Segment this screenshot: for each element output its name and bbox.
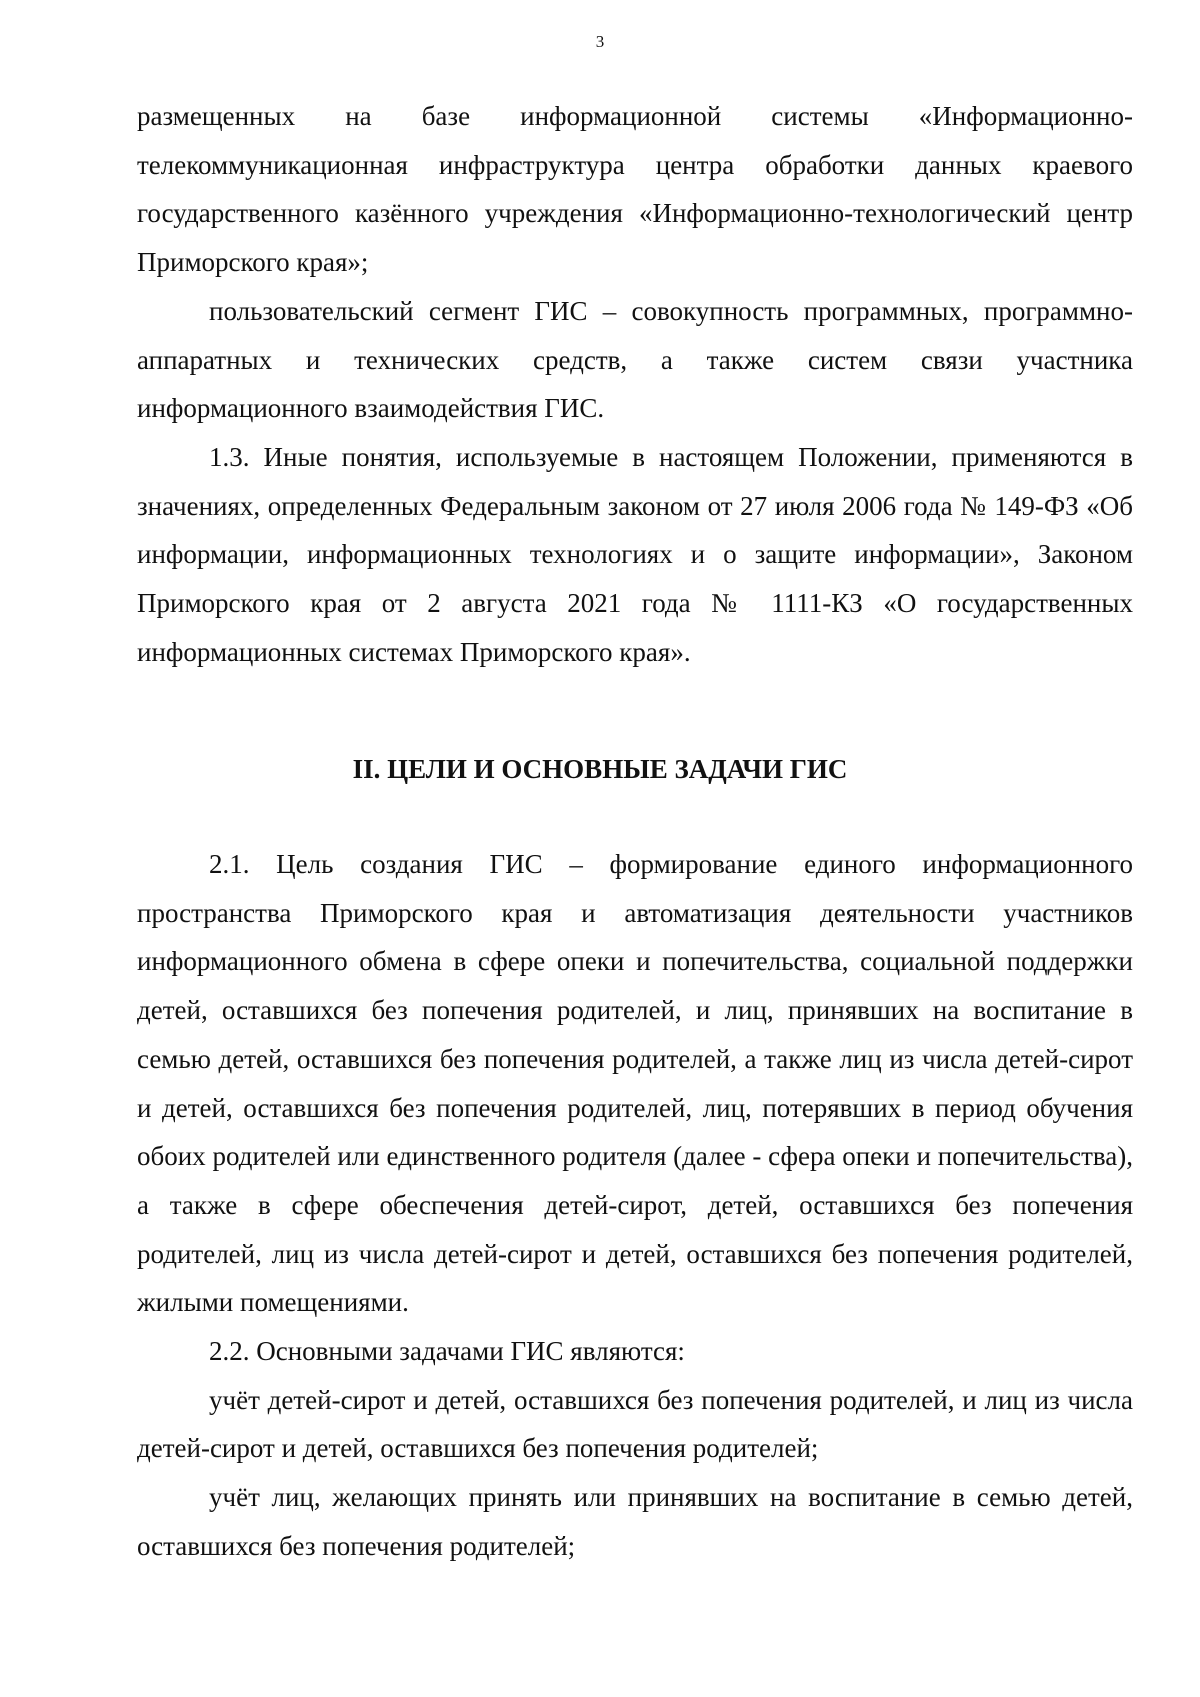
paragraph-continuation: размещенных на базе информационной системы «Информационно-телекоммуникационная инфраструктура центра обработки данных краевого государственного казённого учреждения «Информационно-технологический центр Приморского края»; [137,101,1133,278]
section-heading: II. ЦЕЛИ И ОСНОВНЫЕ ЗАДАЧИ ГИС [352,754,848,784]
paragraph-task-1: учёт детей-сирот и детей, оставшихся без попечения родителей, и лиц из числа детей-сирот и детей, оставшихся без попечения родителей; [137,1384,1133,1464]
paragraph-1-3: 1.3. Иные понятия, используемые в настоящем Положении, применяются в значениях, определенных Федеральным законом от 27 июля 2006 года № 149-ФЗ «Об информации, информационных технологиях и о защите информации», Законом Приморского края от 2 августа 2021 года № 1111-КЗ «О государственных информационных системах Приморского края». [137,441,1133,667]
text-block-definitions [137,92,1133,676]
paragraph-2-2: 2.2. Основными задачами ГИС являются: [209,1336,685,1367]
paragraph-task-2: учёт лиц, желающих принять или принявших на воспитание в семью детей, оставшихся без попечения родителей; [137,1482,1133,1561]
paragraph-2-1: 2.1. Цель создания ГИС – формирование единого информационного пространства Приморского края и автоматизация деятельности участников информационного обмена в сфере опеки и попечительства, социальной поддержки детей, оставшихся без попечения родителей, и лиц, принявших на воспитание в семью детей, оставшихся без попечения родителей, а также лиц из числа детей-сирот и детей, оставшихся без попечения родителей, лиц, потерявших в период обучения обоих родителей или единственного родителя (далее - сфера опеки и попечительства), а также в сфере обеспечения детей-сирот, детей, оставшихся без попечения родителей, лиц из числа детей-сирот и детей, оставшихся без попечения родителей, жилыми помещениями. [137,849,1133,1318]
page-number: 3 [595,32,605,51]
paragraph-user-segment: пользовательский сегмент ГИС – совокупность программных, программно-аппаратных и технических средств, а также систем связи участника информационного взаимодействия ГИС. [137,295,1133,424]
text-block-goals [137,840,1133,1571]
